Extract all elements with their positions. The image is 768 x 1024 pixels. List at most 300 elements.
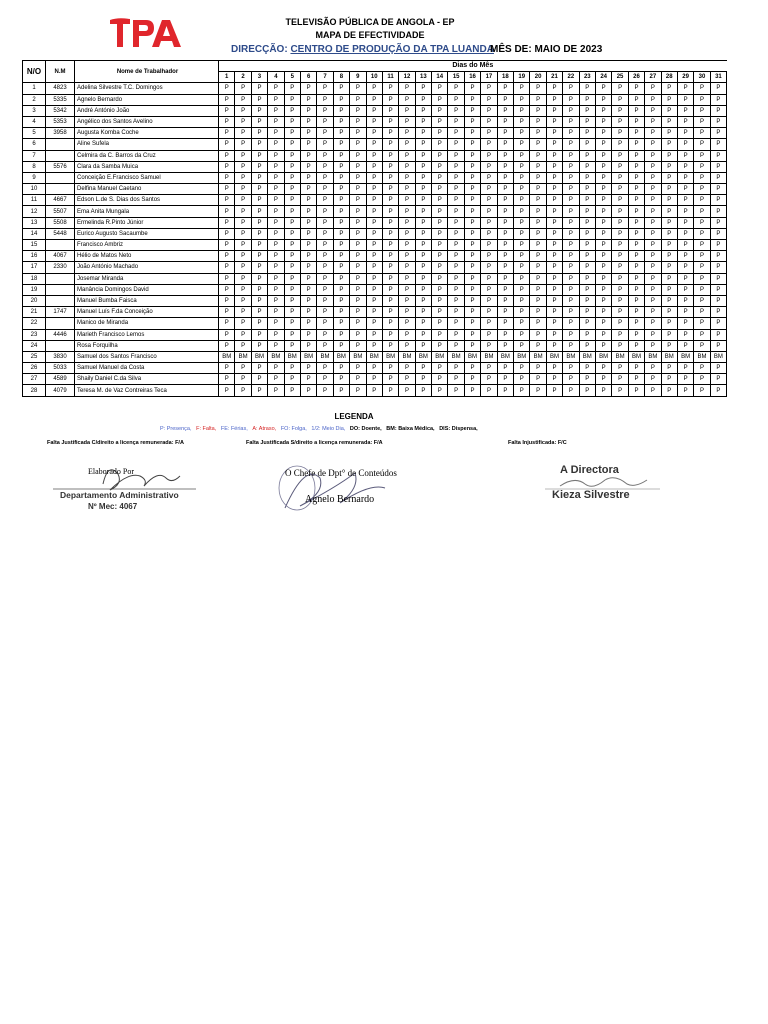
day-mark: P <box>661 94 677 105</box>
day-mark: P <box>317 195 333 206</box>
table-row <box>23 105 727 116</box>
day-mark: P <box>333 251 349 262</box>
row-number: 9 <box>23 172 46 183</box>
day-mark: P <box>399 295 415 306</box>
day-mark: P <box>284 105 300 116</box>
day-mark: P <box>415 284 431 295</box>
table-row <box>23 206 727 217</box>
day-mark: P <box>350 105 366 116</box>
day-mark: P <box>645 150 661 161</box>
day-mark: P <box>432 329 448 340</box>
day-mark: P <box>448 262 464 273</box>
day-mark: P <box>350 318 366 329</box>
day-mark: P <box>694 329 710 340</box>
day-mark: P <box>300 105 316 116</box>
day-mark: P <box>251 363 267 374</box>
day-mark: P <box>382 228 398 239</box>
day-mark: P <box>382 374 398 385</box>
row-name: Marieth Francisco Lemos <box>75 329 219 340</box>
row-name: Hélio de Matos Neto <box>75 251 219 262</box>
day-mark: P <box>366 228 382 239</box>
day-mark: P <box>448 116 464 127</box>
day-mark: P <box>661 374 677 385</box>
day-mark: P <box>530 150 546 161</box>
day-mark: P <box>235 251 251 262</box>
day-mark: P <box>612 340 628 351</box>
day-mark: P <box>382 94 398 105</box>
day-mark: P <box>546 172 562 183</box>
day-mark: P <box>677 228 693 239</box>
day-mark: P <box>563 139 579 150</box>
day-mark: P <box>579 295 595 306</box>
day-mark: P <box>235 284 251 295</box>
row-number: 8 <box>23 161 46 172</box>
day-mark: P <box>284 318 300 329</box>
day-mark: P <box>333 295 349 306</box>
table-row <box>23 161 727 172</box>
col-header-nm: N.M <box>46 61 75 83</box>
day-mark: BM <box>382 351 398 362</box>
day-mark: P <box>219 385 235 396</box>
day-mark: P <box>497 94 513 105</box>
row-nm <box>46 240 75 251</box>
day-mark: P <box>300 340 316 351</box>
day-mark: P <box>530 329 546 340</box>
day-mark: P <box>628 329 644 340</box>
day-mark: P <box>628 206 644 217</box>
day-mark: P <box>317 374 333 385</box>
day-mark: P <box>366 273 382 284</box>
day-mark: P <box>251 139 267 150</box>
day-mark: P <box>268 105 284 116</box>
day-mark: P <box>481 284 497 295</box>
day-mark: P <box>579 150 595 161</box>
day-mark: P <box>300 295 316 306</box>
row-name: Ema Anita Mungala <box>75 206 219 217</box>
day-mark: P <box>235 363 251 374</box>
day-mark: P <box>694 128 710 139</box>
day-mark: P <box>382 273 398 284</box>
day-mark: BM <box>530 351 546 362</box>
day-mark: P <box>497 240 513 251</box>
day-mark: P <box>694 240 710 251</box>
row-nm <box>46 172 75 183</box>
day-mark: P <box>448 363 464 374</box>
day-mark: P <box>333 94 349 105</box>
document-title: MAPA DE EFECTIVIDADE <box>315 30 425 40</box>
day-mark: P <box>268 228 284 239</box>
legend-item: P: Presença, <box>160 426 192 432</box>
day-mark: P <box>645 307 661 318</box>
day-mark: P <box>595 262 611 273</box>
day-mark: P <box>399 273 415 284</box>
day-mark: P <box>677 83 693 94</box>
day-mark: P <box>694 385 710 396</box>
day-mark: P <box>284 83 300 94</box>
day-mark: P <box>661 128 677 139</box>
day-mark: P <box>333 228 349 239</box>
day-mark: P <box>432 240 448 251</box>
day-mark: BM <box>366 351 382 362</box>
day-mark: P <box>399 240 415 251</box>
day-mark: P <box>677 273 693 284</box>
row-name: Delfina Manuel Caetano <box>75 184 219 195</box>
day-mark: P <box>333 340 349 351</box>
sig3-title: A Directora <box>560 464 619 476</box>
day-mark: P <box>399 363 415 374</box>
day-mark: P <box>317 94 333 105</box>
day-mark: P <box>563 228 579 239</box>
day-mark: P <box>563 172 579 183</box>
row-nm: 3830 <box>46 351 75 362</box>
legend-title: LEGENDA <box>334 412 374 421</box>
row-number: 19 <box>23 284 46 295</box>
day-mark: P <box>612 329 628 340</box>
day-mark: P <box>350 329 366 340</box>
row-name: Adelina Silvestre T.C. Domingos <box>75 83 219 94</box>
day-mark: P <box>612 273 628 284</box>
day-mark: P <box>595 318 611 329</box>
direccao-value: CENTRO DE PRODUÇÃO DA TPA LUANDA <box>290 44 494 55</box>
day-mark: P <box>530 195 546 206</box>
row-name: Manico de Miranda <box>75 318 219 329</box>
day-mark: P <box>366 172 382 183</box>
day-mark: P <box>251 94 267 105</box>
day-mark: P <box>595 206 611 217</box>
day-mark: P <box>284 116 300 127</box>
row-number: 7 <box>23 150 46 161</box>
day-mark: P <box>710 295 726 306</box>
day-mark: P <box>628 385 644 396</box>
day-mark: P <box>497 206 513 217</box>
day-mark: P <box>677 307 693 318</box>
legend-item: DO: Doente, <box>349 426 382 432</box>
day-mark: P <box>268 83 284 94</box>
day-mark: P <box>448 385 464 396</box>
day-mark: P <box>333 116 349 127</box>
day-mark: P <box>415 273 431 284</box>
day-mark: P <box>415 262 431 273</box>
day-mark: P <box>497 172 513 183</box>
day-mark: P <box>350 385 366 396</box>
day-mark: BM <box>677 351 693 362</box>
day-mark: P <box>579 284 595 295</box>
direccao-label: DIRECÇÃO: <box>231 44 288 55</box>
day-mark: P <box>710 240 726 251</box>
day-header: 1 <box>219 72 235 83</box>
day-mark: P <box>219 94 235 105</box>
day-mark: P <box>645 83 661 94</box>
day-mark: P <box>677 240 693 251</box>
day-mark: P <box>694 217 710 228</box>
row-nm <box>46 150 75 161</box>
sig1-elaborado: Elaborado Por <box>88 467 134 476</box>
table-row <box>23 116 727 127</box>
day-mark: P <box>481 83 497 94</box>
day-mark: P <box>399 139 415 150</box>
day-mark: P <box>235 206 251 217</box>
day-mark: P <box>628 184 644 195</box>
day-mark: P <box>481 228 497 239</box>
day-mark: P <box>235 374 251 385</box>
day-mark: P <box>284 329 300 340</box>
day-mark: P <box>399 83 415 94</box>
day-mark: P <box>300 206 316 217</box>
day-mark: P <box>530 273 546 284</box>
day-mark: P <box>710 318 726 329</box>
day-mark: BM <box>284 351 300 362</box>
day-header: 27 <box>645 72 661 83</box>
day-mark: P <box>694 284 710 295</box>
day-mark: P <box>661 240 677 251</box>
day-mark: P <box>645 262 661 273</box>
day-mark: P <box>448 284 464 295</box>
day-mark: P <box>481 295 497 306</box>
day-mark: P <box>677 374 693 385</box>
row-name: Samuel dos Santos Francisco <box>75 351 219 362</box>
day-mark: P <box>432 139 448 150</box>
day-mark: P <box>382 307 398 318</box>
row-number: 24 <box>23 340 46 351</box>
day-mark: P <box>382 139 398 150</box>
day-mark: P <box>448 195 464 206</box>
day-mark: P <box>300 195 316 206</box>
row-number: 5 <box>23 128 46 139</box>
day-header: 25 <box>612 72 628 83</box>
day-mark: P <box>579 262 595 273</box>
day-mark: P <box>415 161 431 172</box>
day-mark: P <box>350 251 366 262</box>
legend-item: 1/2: Meio Dia, <box>311 426 346 432</box>
day-mark: P <box>612 284 628 295</box>
day-mark: P <box>694 318 710 329</box>
day-mark: P <box>514 295 530 306</box>
day-mark: P <box>382 83 398 94</box>
day-mark: P <box>382 195 398 206</box>
day-mark: P <box>464 363 480 374</box>
day-mark: P <box>317 273 333 284</box>
day-mark: P <box>317 161 333 172</box>
day-mark: P <box>268 128 284 139</box>
day-header: 14 <box>432 72 448 83</box>
day-mark: P <box>219 329 235 340</box>
day-mark: P <box>530 139 546 150</box>
day-mark: P <box>366 363 382 374</box>
row-nm <box>46 184 75 195</box>
day-mark: P <box>579 206 595 217</box>
day-mark: P <box>350 172 366 183</box>
day-mark: P <box>661 139 677 150</box>
day-mark: P <box>530 251 546 262</box>
attendance-table <box>22 60 727 397</box>
day-mark: P <box>481 128 497 139</box>
day-mark: P <box>448 307 464 318</box>
day-mark: P <box>514 217 530 228</box>
day-mark: P <box>464 318 480 329</box>
day-mark: P <box>399 284 415 295</box>
row-name: Augusta Komba Coche <box>75 128 219 139</box>
day-mark: P <box>350 295 366 306</box>
day-header: 20 <box>530 72 546 83</box>
table-row <box>23 217 727 228</box>
day-mark: P <box>415 318 431 329</box>
day-mark: P <box>317 262 333 273</box>
day-mark: P <box>628 240 644 251</box>
day-mark: P <box>612 83 628 94</box>
day-mark: P <box>317 150 333 161</box>
day-mark: P <box>595 329 611 340</box>
day-mark: P <box>382 262 398 273</box>
day-mark: P <box>284 363 300 374</box>
day-mark: P <box>710 217 726 228</box>
day-header: 22 <box>563 72 579 83</box>
day-mark: P <box>481 206 497 217</box>
day-mark: P <box>350 228 366 239</box>
row-number: 3 <box>23 105 46 116</box>
day-mark: P <box>595 150 611 161</box>
row-name: Samuel Manuel da Costa <box>75 363 219 374</box>
day-mark: BM <box>710 351 726 362</box>
col-header-no: N/O <box>23 61 46 83</box>
day-mark: P <box>563 251 579 262</box>
legend-item: FO: Folga, <box>280 426 307 432</box>
day-mark: P <box>350 161 366 172</box>
day-header: 6 <box>300 72 316 83</box>
day-mark: P <box>497 217 513 228</box>
day-mark: P <box>710 363 726 374</box>
table-row <box>23 273 727 284</box>
day-mark: BM <box>415 351 431 362</box>
day-mark: P <box>350 206 366 217</box>
day-mark: P <box>219 217 235 228</box>
day-mark: P <box>432 172 448 183</box>
day-mark: P <box>350 184 366 195</box>
day-header: 11 <box>382 72 398 83</box>
day-mark: P <box>595 385 611 396</box>
day-mark: P <box>464 228 480 239</box>
day-mark: P <box>710 150 726 161</box>
row-nm: 5448 <box>46 228 75 239</box>
day-mark: P <box>677 139 693 150</box>
day-mark: P <box>382 217 398 228</box>
day-mark: P <box>464 161 480 172</box>
day-mark: P <box>661 273 677 284</box>
table-row <box>23 284 727 295</box>
day-mark: P <box>448 128 464 139</box>
day-mark: P <box>448 374 464 385</box>
day-mark: P <box>530 161 546 172</box>
day-mark: P <box>333 217 349 228</box>
row-name: Aline Sufela <box>75 139 219 150</box>
document-title-block <box>230 16 510 42</box>
day-mark: P <box>366 307 382 318</box>
day-mark: P <box>661 184 677 195</box>
day-mark: P <box>448 161 464 172</box>
row-number: 10 <box>23 184 46 195</box>
day-mark: P <box>677 94 693 105</box>
day-mark: P <box>415 228 431 239</box>
day-mark: P <box>628 161 644 172</box>
day-mark: P <box>317 139 333 150</box>
day-mark: P <box>235 128 251 139</box>
day-mark: P <box>481 251 497 262</box>
day-mark: P <box>661 262 677 273</box>
table-row <box>23 150 727 161</box>
day-mark: P <box>399 184 415 195</box>
day-mark: P <box>284 195 300 206</box>
day-mark: P <box>710 206 726 217</box>
day-mark: P <box>595 172 611 183</box>
day-mark: P <box>251 195 267 206</box>
day-header: 8 <box>333 72 349 83</box>
day-mark: P <box>366 184 382 195</box>
day-mark: P <box>366 206 382 217</box>
row-name: Edson L.de S. Dias dos Santos <box>75 195 219 206</box>
day-mark: P <box>284 385 300 396</box>
day-mark: P <box>251 374 267 385</box>
signature-block-admin <box>48 462 198 517</box>
day-mark: P <box>677 150 693 161</box>
day-mark: P <box>563 206 579 217</box>
day-mark: P <box>268 240 284 251</box>
day-mark: P <box>661 295 677 306</box>
day-mark: P <box>579 340 595 351</box>
row-name: Manância Domingos David <box>75 284 219 295</box>
row-nm: 5342 <box>46 105 75 116</box>
day-mark: P <box>530 340 546 351</box>
day-mark: P <box>235 307 251 318</box>
day-mark: P <box>497 262 513 273</box>
day-mark: P <box>448 340 464 351</box>
day-mark: P <box>579 363 595 374</box>
day-header: 24 <box>595 72 611 83</box>
day-header: 30 <box>694 72 710 83</box>
day-mark: P <box>579 105 595 116</box>
day-mark: P <box>579 128 595 139</box>
day-mark: P <box>612 307 628 318</box>
legend-falta-justificada-sem: Falta Justificada S/direito a licença remunerada: F/A <box>246 440 383 446</box>
day-mark: P <box>464 172 480 183</box>
table-row <box>23 139 727 150</box>
day-mark: P <box>219 295 235 306</box>
day-mark: P <box>366 295 382 306</box>
day-mark: P <box>661 340 677 351</box>
legend-falta-injustificada: Falta Injustificada: F/C <box>508 440 567 446</box>
day-mark: P <box>497 251 513 262</box>
day-mark: P <box>497 184 513 195</box>
day-mark: P <box>333 329 349 340</box>
day-mark: BM <box>399 351 415 362</box>
day-mark: P <box>645 128 661 139</box>
day-mark: P <box>481 195 497 206</box>
legend-falta-justificada-com: Falta Justificada C/direito a licença remunerada: F/A <box>47 440 184 446</box>
day-mark: P <box>497 329 513 340</box>
day-mark: P <box>284 172 300 183</box>
day-mark: P <box>399 172 415 183</box>
day-mark: P <box>595 284 611 295</box>
day-mark: P <box>612 262 628 273</box>
day-mark: P <box>333 318 349 329</box>
row-nm: 4667 <box>46 195 75 206</box>
day-mark: P <box>382 128 398 139</box>
day-mark: P <box>219 128 235 139</box>
row-nm: 5335 <box>46 94 75 105</box>
day-mark: P <box>235 240 251 251</box>
day-mark: P <box>645 161 661 172</box>
day-mark: P <box>300 161 316 172</box>
day-mark: P <box>628 116 644 127</box>
day-mark: P <box>432 385 448 396</box>
